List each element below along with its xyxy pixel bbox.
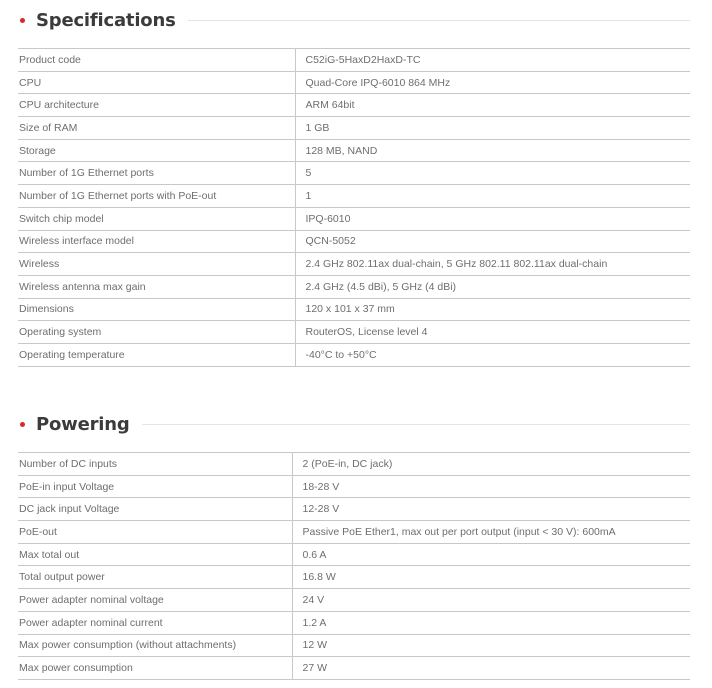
- bullet-icon: [20, 18, 25, 23]
- table-row: [18, 207, 690, 230]
- table-row: [18, 275, 690, 298]
- specifications-section: [18, 6, 690, 367]
- spec-value: -40°C to +50°C: [295, 343, 690, 366]
- spec-value: 1: [295, 185, 690, 208]
- spec-value: ARM 64bit: [295, 94, 690, 117]
- spec-label: Max power consumption: [18, 657, 292, 680]
- table-row: [18, 230, 690, 253]
- table-row: [18, 611, 690, 634]
- powering-table: [18, 452, 690, 680]
- spec-label: Wireless antenna max gain: [18, 275, 295, 298]
- spec-value: 27 W: [292, 657, 690, 680]
- spec-label: Wireless: [18, 253, 295, 276]
- spec-label: Product code: [18, 49, 295, 72]
- powering-title: Powering: [36, 413, 130, 435]
- spec-value: 24 V: [292, 589, 690, 612]
- spec-label: Max power consumption (without attachments): [18, 634, 292, 657]
- table-row: [18, 521, 690, 544]
- specifications-header: [18, 6, 690, 34]
- powering-header: [18, 410, 690, 438]
- spec-value: 2.4 GHz 802.11ax dual-chain, 5 GHz 802.11 802.11ax dual-chain: [295, 253, 690, 276]
- table-row: [18, 475, 690, 498]
- table-row: [18, 162, 690, 185]
- spec-value: IPQ-6010: [295, 207, 690, 230]
- specifications-table: [18, 48, 690, 367]
- spec-label: Operating system: [18, 321, 295, 344]
- table-row: [18, 566, 690, 589]
- spec-label: Wireless interface model: [18, 230, 295, 253]
- powering-section: [18, 410, 690, 680]
- spec-label: Power adapter nominal current: [18, 611, 292, 634]
- table-row: [18, 94, 690, 117]
- spec-label: Number of DC inputs: [18, 453, 292, 476]
- spec-label: Number of 1G Ethernet ports with PoE-out: [18, 185, 295, 208]
- spec-label: PoE-in input Voltage: [18, 475, 292, 498]
- spec-value: 12-28 V: [292, 498, 690, 521]
- spec-label: Size of RAM: [18, 117, 295, 140]
- spec-value: 1 GB: [295, 117, 690, 140]
- table-row: [18, 498, 690, 521]
- spec-label: Number of 1G Ethernet ports: [18, 162, 295, 185]
- spec-value: Passive PoE Ether1, max out per port output (input < 30 V): 600mA: [292, 521, 690, 544]
- spec-label: PoE-out: [18, 521, 292, 544]
- table-row: [18, 117, 690, 140]
- spec-value: 16.8 W: [292, 566, 690, 589]
- spec-label: CPU architecture: [18, 94, 295, 117]
- header-divider: [188, 20, 690, 21]
- spec-value: 2.4 GHz (4.5 dBi), 5 GHz (4 dBi): [295, 275, 690, 298]
- spec-label: Power adapter nominal voltage: [18, 589, 292, 612]
- spec-label: Storage: [18, 139, 295, 162]
- spec-label: Max total out: [18, 543, 292, 566]
- header-divider: [142, 424, 690, 425]
- spec-value: 128 MB, NAND: [295, 139, 690, 162]
- spec-label: Dimensions: [18, 298, 295, 321]
- table-row: [18, 71, 690, 94]
- table-row: [18, 343, 690, 366]
- specifications-title: Specifications: [36, 9, 176, 31]
- spec-value: 12 W: [292, 634, 690, 657]
- spec-label: Operating temperature: [18, 343, 295, 366]
- spec-value: C52iG-5HaxD2HaxD-TC: [295, 49, 690, 72]
- spec-value: QCN-5052: [295, 230, 690, 253]
- spec-value: RouterOS, License level 4: [295, 321, 690, 344]
- table-row: [18, 589, 690, 612]
- table-row: [18, 253, 690, 276]
- spec-value: 18-28 V: [292, 475, 690, 498]
- table-row: [18, 634, 690, 657]
- table-row: [18, 298, 690, 321]
- bullet-icon: [20, 422, 25, 427]
- spec-value: 2 (PoE-in, DC jack): [292, 453, 690, 476]
- spec-value: Quad-Core IPQ-6010 864 MHz: [295, 71, 690, 94]
- table-row: [18, 185, 690, 208]
- table-row: [18, 543, 690, 566]
- spec-label: Total output power: [18, 566, 292, 589]
- spec-label: DC jack input Voltage: [18, 498, 292, 521]
- table-row: [18, 139, 690, 162]
- table-row: [18, 49, 690, 72]
- spec-value: 120 x 101 x 37 mm: [295, 298, 690, 321]
- spec-value: 1.2 A: [292, 611, 690, 634]
- table-row: [18, 453, 690, 476]
- table-row: [18, 657, 690, 680]
- spec-value: 0.6 A: [292, 543, 690, 566]
- spec-value: 5: [295, 162, 690, 185]
- table-row: [18, 321, 690, 344]
- spec-label: CPU: [18, 71, 295, 94]
- spec-label: Switch chip model: [18, 207, 295, 230]
